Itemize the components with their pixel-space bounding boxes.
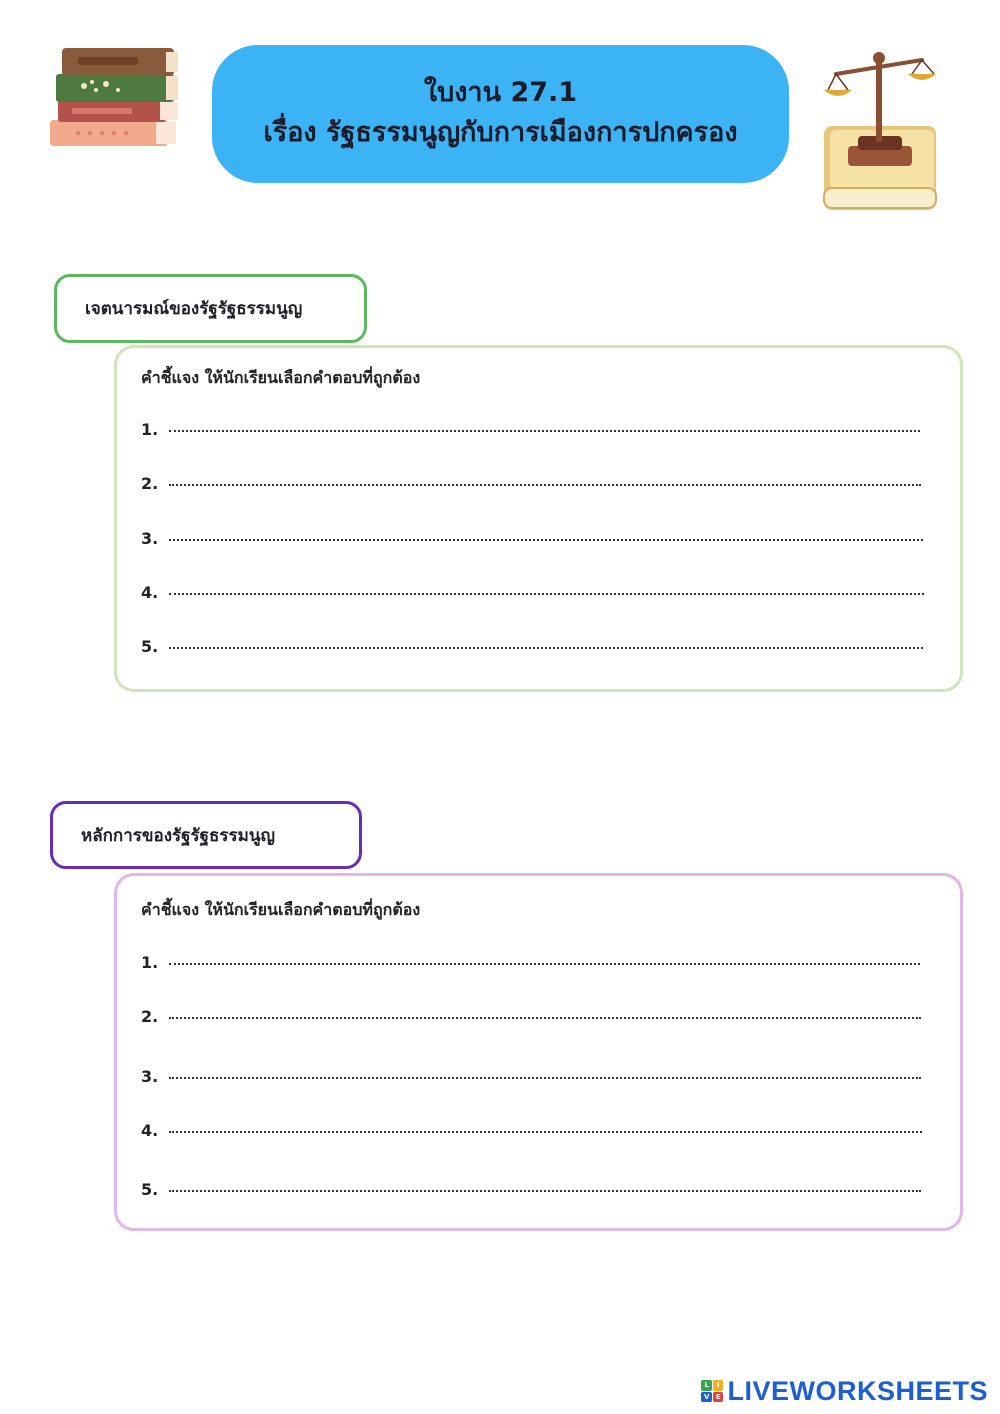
section-1-heading: [54, 274, 367, 343]
badge-letter: L: [701, 1380, 712, 1391]
section-1-answer-1[interactable]: [141, 420, 920, 439]
answer-line[interactable]: [169, 1129, 922, 1133]
section-2-answer-2[interactable]: [141, 1007, 921, 1026]
section-2-answer-4[interactable]: [141, 1121, 922, 1140]
section-1-answer-3[interactable]: [141, 529, 923, 548]
section-2-answer-3[interactable]: [141, 1067, 921, 1086]
section-2-heading: [50, 801, 362, 869]
badge-letter: I: [713, 1380, 724, 1391]
answer-line[interactable]: [169, 482, 921, 486]
answer-number: 2.: [141, 474, 159, 493]
answer-number: 1.: [141, 420, 159, 439]
scales-of-justice-on-book-icon: [818, 46, 942, 216]
liveworksheets-text: LIVEWORKSHEETS: [727, 1375, 988, 1406]
answer-number: 2.: [141, 1007, 159, 1026]
answer-number: 4.: [141, 1121, 159, 1140]
answer-number: 1.: [141, 953, 159, 972]
title-banner: [212, 45, 789, 183]
answer-line[interactable]: [169, 537, 923, 541]
answer-line[interactable]: [169, 428, 920, 432]
section-2-answer-1[interactable]: [141, 953, 920, 972]
section-2-instruction: คำชี้แจง ให้นักเรียนเลือกคำตอบที่ถูกต้อง: [141, 900, 421, 919]
section-1-answer-4[interactable]: [141, 583, 924, 602]
section-1-instruction: คำชี้แจง ให้นักเรียนเลือกคำตอบที่ถูกต้อง: [141, 368, 421, 387]
section-2-panel: [114, 873, 963, 1231]
section-2-heading-text: หลักการของรัฐรัฐธรรมนูญ: [81, 825, 275, 846]
badge-letter: E: [713, 1392, 724, 1403]
liveworksheets-badge-icon: [701, 1380, 723, 1402]
section-1-heading-text: เจตนารมณ์ของรัฐรัฐธรรมนูญ: [85, 299, 303, 319]
answer-line[interactable]: [169, 591, 924, 595]
answer-number: 3.: [141, 529, 159, 548]
answer-line[interactable]: [169, 1188, 921, 1192]
section-1-answer-2[interactable]: [141, 474, 921, 493]
book-stack-icon: [48, 44, 183, 150]
page-title: ใบงาน 27.1: [423, 77, 578, 108]
answer-number: 5.: [141, 637, 159, 656]
answer-number: 3.: [141, 1067, 159, 1086]
badge-letter: V: [701, 1392, 712, 1403]
answer-line[interactable]: [169, 961, 920, 965]
answer-line[interactable]: [169, 645, 923, 649]
page-subtitle: เรื่อง รัฐธรรมนูญกับการเมืองการปกครอง: [263, 117, 738, 148]
answer-number: 5.: [141, 1180, 159, 1199]
answer-line[interactable]: [169, 1075, 921, 1079]
answer-number: 4.: [141, 583, 159, 602]
liveworksheets-logo[interactable]: [701, 1374, 988, 1408]
section-2-answer-5[interactable]: [141, 1180, 921, 1199]
section-1-answer-5[interactable]: [141, 637, 923, 656]
answer-line[interactable]: [169, 1015, 921, 1019]
